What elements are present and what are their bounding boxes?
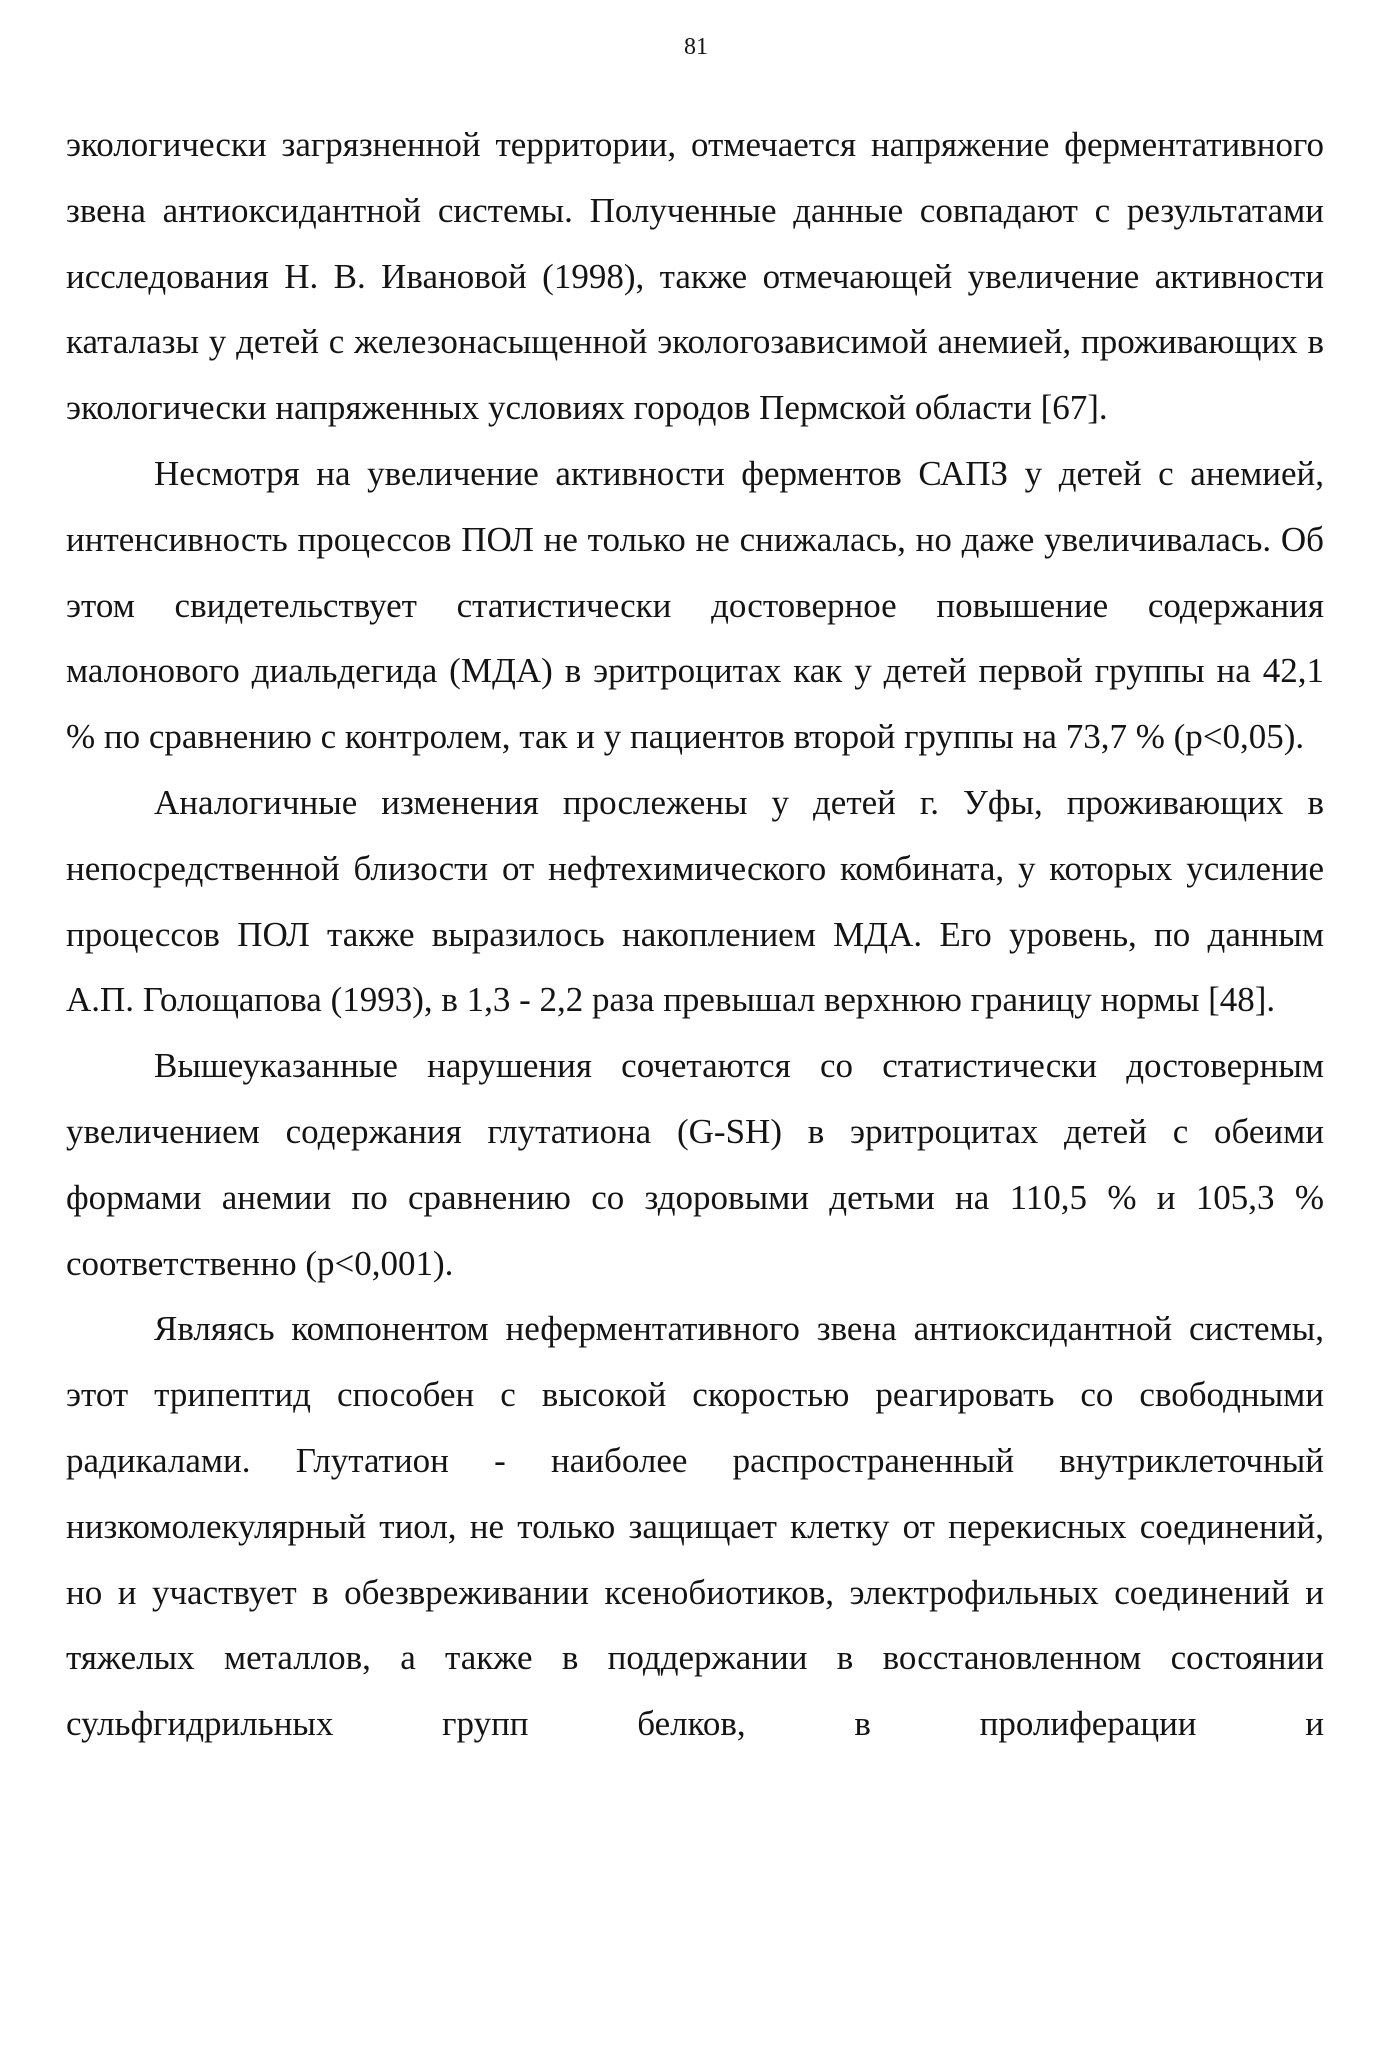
paragraph-1: экологически загрязненной территории, отмечается напряжение ферментативного звена антиоксидантной системы. Полученные данные совпадают с результатами исследования Н. В. Ивановой (1998), также отмечающей увеличение активности каталазы у детей с железонасыщенной экологозависимой анемией, проживающих в экологически напряженных условиях городов Пермской области [67]. [66,125,1324,428]
paragraph-5: Являясь компонентом неферментативного звена антиоксидантной системы, этот трипептид способен с высокой скоростью реагировать со свободными радикалами. Глутатион - наиболее распространенный внутриклеточный низкомолекулярный тиол, не только защищает клетку от перекисных соединений, но и участвует в обезвреживании ксенобиотиков, электрофильных соединений и тяжелых металлов, а также в поддержании в восстановленном состоянии сульфгидрильных групп белков, в пролиферации и [66,1309,1324,1744]
body-text [66,112,1324,1757]
paragraph-4: Вышеуказанные нарушения сочетаются со статистически достоверным увеличением содержания глутатиона (G-SH) в эритроцитах детей с обеими формами анемии по сравнению со здоровыми детьми на 110,5 % и 105,3 % соответственно (р<0,001). [66,1046,1324,1283]
paragraph-2: Несмотря на увеличение активности ферментов САПЗ у детей с анемией, интенсивность процессов ПОЛ не только не снижалась, но даже увеличивалась. Об этом свидетельствует статистически достоверное повышение содержания малонового диальдегида (МДА) в эритроцитах как у детей первой группы на 42,1 % по сравнению с контролем, так и у пациентов второй группы на 73,7 % (р<0,05). [66,453,1324,757]
page-number: 81 [684,34,708,60]
paragraph-3: Аналогичные изменения прослежены у детей г. Уфы, проживающих в непосредственной близости от нефтехимического комбината, у которых усиление процессов ПОЛ также выразилось накоплением МДА. Его уровень, по данным А.П. Голощапова (1993), в 1,3 - 2,2 раза превышал верхнюю границу нормы [48]. [66,782,1324,1020]
